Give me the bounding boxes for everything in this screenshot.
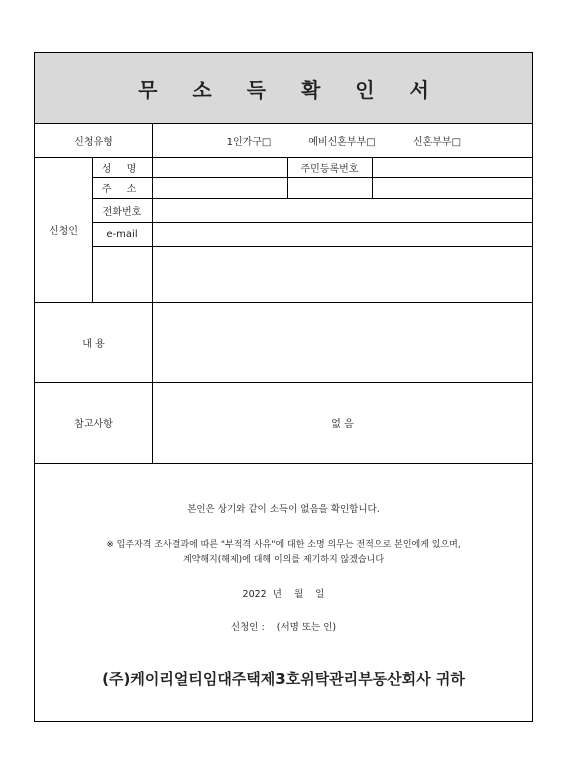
option-newlywed-couple[interactable]: 신혼부부□ xyxy=(412,136,462,148)
email-field[interactable] xyxy=(153,222,532,246)
title-bar xyxy=(35,53,532,124)
remarks-label: 참고사항 xyxy=(74,419,113,430)
name-label: 성 명 xyxy=(101,163,143,175)
name-field[interactable] xyxy=(153,157,287,177)
application-type-label: 신청유형 xyxy=(74,136,113,148)
content-label: 내 용 xyxy=(82,338,105,350)
option-engaged-couple[interactable]: 예비신혼부부□ xyxy=(308,136,376,148)
income-confirmation-form xyxy=(34,52,533,722)
address-label: 주 소 xyxy=(101,184,143,195)
notice-line-2: 계약해지(해제)에 대해 이의를 제기하지 않겠습니다 xyxy=(182,555,385,565)
confirmation-section xyxy=(35,463,532,721)
confirmation-statement: 본인은 상기와 같이 소득이 없음을 확인합니다. xyxy=(187,504,380,515)
addressee: (주)케이리얼티임대주택제3호위탁관리부동산회사 귀하 xyxy=(102,670,465,688)
resident-number-label: 주민등록번호 xyxy=(300,163,359,175)
remarks-value: 없 음 xyxy=(331,419,354,430)
email-label: e-mail xyxy=(106,228,138,240)
address-field[interactable] xyxy=(153,177,532,198)
phone-field[interactable] xyxy=(153,198,532,222)
signature-line: 신청인 : (서명 또는 인) xyxy=(230,622,337,633)
resident-number-field[interactable] xyxy=(373,157,532,177)
content-field[interactable] xyxy=(153,302,532,382)
date-line: 2022 년 월 일 xyxy=(242,589,325,600)
divider xyxy=(92,246,532,247)
applicant-group-label: 신청인 xyxy=(49,226,78,237)
phone-label: 전화번호 xyxy=(102,206,142,218)
form-title: 무 소 득 확 인 서 xyxy=(138,77,443,102)
notice-line-1: ※ 입주자격 조사결과에 따른 "부적격 사유"에 대한 소명 의무는 전적으로 본인에게 있으며, xyxy=(106,540,461,550)
option-single-household[interactable]: 1인가구□ xyxy=(226,136,272,148)
